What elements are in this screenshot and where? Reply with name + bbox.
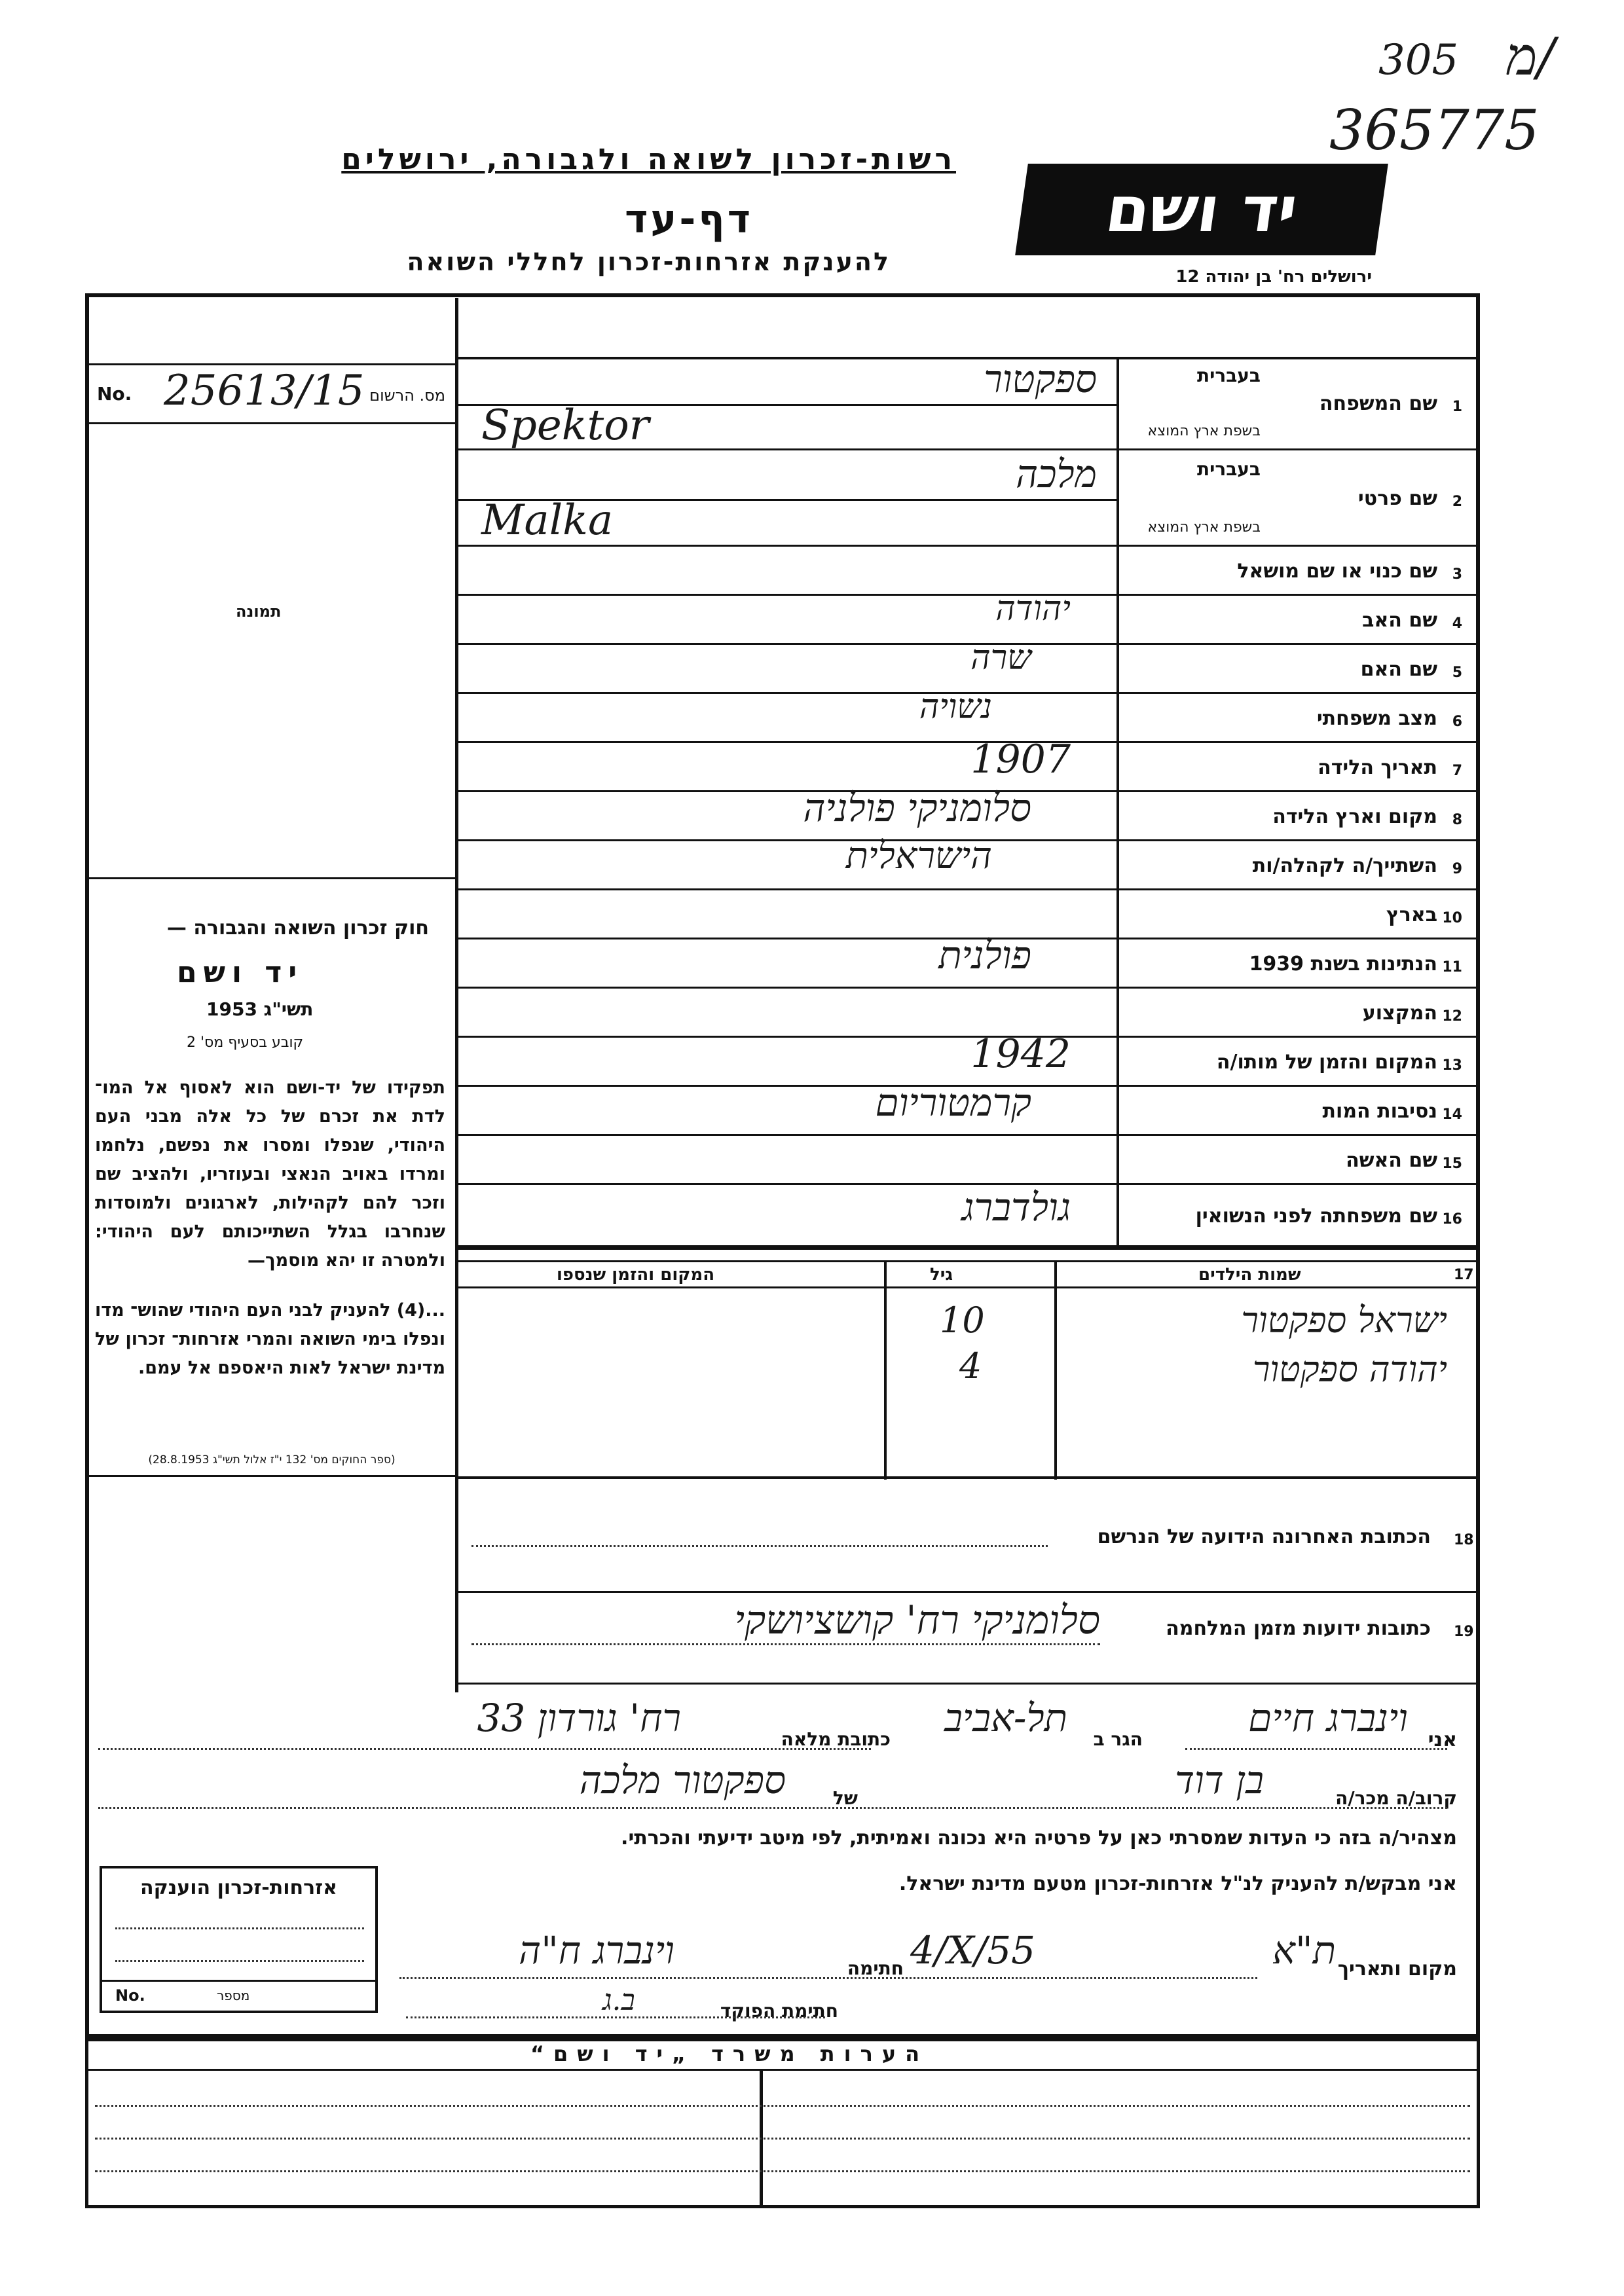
child-row-2-name: יהודה ספקטור [1252, 1349, 1447, 1390]
field-8-label: מקום וארץ הלידה [1272, 805, 1437, 828]
field-1-sub-hebrew: בעברית [1196, 365, 1261, 386]
field-7-number: 7 [1452, 762, 1462, 779]
law-clause: קובע בסעיף מס' 2 [187, 1034, 304, 1051]
law-title: חוק זכרון השואה והגבורה — [166, 917, 429, 939]
field-10-number: 10 [1442, 909, 1462, 926]
field-9-number: 9 [1452, 860, 1462, 877]
field-12-label: המקצוע [1362, 1001, 1437, 1025]
field-2-value-hebrew: מלכה [1016, 451, 1097, 496]
field-14-value: קרמטוריום [875, 1080, 1031, 1125]
statement-2: אני מבקש/ת להעניק לנ"ל אזרחות-זכרון מטעם מדינת ישראל. [898, 1872, 1457, 1895]
registration-label: מס. הרשום [369, 386, 445, 405]
field-4-value: יהודה [995, 589, 1071, 629]
field-15-label: שם האשה [1346, 1148, 1437, 1172]
field-9-value: הישראלית [845, 834, 992, 877]
field-row-9 [455, 834, 1477, 890]
officer-label: חתימת הפוקד [720, 2000, 838, 2022]
child-row-2-age: 4 [959, 1345, 982, 1387]
field-14-label: נסיבות המות [1322, 1099, 1437, 1123]
photo-label: תמונה [236, 602, 282, 621]
office-notes-title: הערות משרד „יד ושם“ [530, 2041, 929, 2066]
field-2-value-original: Malka [481, 496, 614, 545]
signature-value: וינברג ח"ה [519, 1928, 674, 1973]
form-title: דף-עד [625, 196, 753, 242]
archive-mark: מ/ [1506, 26, 1555, 87]
field-11-number: 11 [1442, 958, 1462, 975]
field-7-value: 1907 [970, 736, 1071, 782]
field-5-value: שרה [970, 638, 1031, 678]
field-13-value: 1942 [970, 1030, 1071, 1077]
field-4-label: שם האב [1362, 608, 1437, 632]
child-row-1-name: ישראל ספקטור [1241, 1300, 1447, 1341]
field-row-15 [455, 1136, 1477, 1185]
place-date-label: מקום ותאריך [1337, 1958, 1457, 1980]
field-1-value-hebrew: ספקטור [984, 356, 1097, 401]
field-row-1 [455, 357, 1477, 450]
statement-1: מצהיר/ה בזה כי העדות שמסרתי כאן על פרטיה היא נכונה ואמיתית, לפי מיטב ידיעתי והכרתי. [621, 1827, 1457, 1850]
field-9-label: השתייך/ה לקהלה/ות [1252, 854, 1437, 877]
field-13-label: המקום והזמן של מותו/ה [1216, 1050, 1437, 1074]
signature-label: חתימה [847, 1958, 904, 1979]
law-footnote: (ספר החוקים מס' 132 י"ז אלול תשי"ג 28.8.1953) [148, 1453, 396, 1467]
field-row-14 [455, 1080, 1477, 1136]
logo-text: יד ושם [1101, 173, 1302, 246]
field-16-value: גולדברג [961, 1184, 1071, 1230]
form-subtitle: להענקת אזרחות-זכרון לחללי השואה [407, 247, 891, 276]
field-2-number: 2 [1452, 493, 1462, 510]
field-16-label: שם משפחתה לפני הנשואין [1195, 1204, 1437, 1228]
field-3-label: שם כנוי או שם מושאל [1237, 559, 1437, 583]
field-11-label: הנתינות בשנת 1939 [1249, 952, 1437, 975]
citizenship-box [100, 1866, 378, 2013]
field-6-number: 6 [1452, 713, 1462, 730]
field-8-value: סלומניקי פולניה [803, 785, 1031, 830]
field-row-11 [455, 932, 1477, 989]
field-1-number: 1 [1452, 398, 1462, 415]
children-names-header: שמות הילדים [1198, 1265, 1301, 1285]
field-6-label: מצב משפחתי [1316, 706, 1437, 730]
field-15-number: 15 [1442, 1155, 1462, 1172]
law-paragraph-2: ...(4) להעניק לבני העם היהודי שהוש־ מדו ונפלו בימי השואה והמרי אזרחות־ זכרון של מדינת ישראל לאות היאספם אל עמם. [95, 1300, 445, 1378]
field-row-6 [455, 687, 1477, 743]
field-13-number: 13 [1442, 1057, 1462, 1074]
declarant-city: תל-אביב [944, 1696, 1067, 1740]
declaration-ani: אני [1428, 1728, 1457, 1751]
field-5-number: 5 [1452, 664, 1462, 681]
address-label: כתובת מלאה [781, 1728, 891, 1750]
children-age-header: גיל [930, 1265, 953, 1285]
declarant-address: רח' גורדון 33 [477, 1696, 681, 1740]
field-17-number: 17 [1454, 1267, 1474, 1283]
place-value: ת"א [1272, 1928, 1336, 1973]
officer-signature: ב.ג [602, 1984, 635, 2017]
field-4-number: 4 [1452, 615, 1462, 632]
law-paragraph-1: תפקידו של יד-ושם הוא לאסוף אל המו־ לדת את זכרם של כל אלה מבני העם היהודי, שנפלו ומסרו את נפשם, נלחמו ומרדו באויב הנאצי ובעוזריו, ולהציב שם וזכר להם לקהילות, לארגונים ולמוסדות שנחרבו בגלל השתייכותם לעם היהודי: ולמטרה זו יהא מוסמך— [95, 1078, 445, 1271]
field-16-number: 16 [1442, 1211, 1462, 1228]
citizenship-box-title: אזרחות-זכרון הוענקה [139, 1876, 338, 1899]
of-name: ספקטור מלכה [579, 1758, 786, 1802]
field-3-number: 3 [1452, 566, 1462, 583]
field-19-value: סלומניקי רח' קושציושקי [734, 1597, 1100, 1643]
field-2-label: שם פרטי [1357, 486, 1437, 510]
field-19-number: 19 [1454, 1624, 1474, 1640]
field-row-16 [455, 1185, 1477, 1247]
field-row-12 [455, 989, 1477, 1038]
yad-vashem-logo [1015, 164, 1388, 255]
authority-title: רשות-זכרון לשואה ולגבורה, ירושלים [341, 143, 956, 176]
field-18-label: הכתובת האחרונה הידועה של הנרשם [1097, 1525, 1431, 1548]
date-value: 4/X/55 [910, 1928, 1036, 1973]
archive-number-2: 365775 [1329, 98, 1540, 162]
field-row-4 [455, 589, 1477, 645]
registration-no-label: No. [97, 383, 132, 405]
field-19-label: כתובות ידועות מזמן המלחמה [1166, 1617, 1431, 1640]
law-year: תשי"ג 1953 [206, 998, 314, 1020]
field-18-number: 18 [1454, 1532, 1474, 1548]
logo-address: ירושלים רח' בן יהודה 12 [1175, 267, 1372, 287]
child-row-1-age: 10 [940, 1300, 985, 1341]
field-7-label: תאריך הלידה [1318, 756, 1437, 779]
citizenship-number-label: מספר [217, 1988, 250, 2003]
registration-number: 25613/15 [164, 367, 365, 415]
field-row-3 [455, 547, 1477, 596]
relation-value: בן דוד [1175, 1758, 1264, 1802]
resides-label: הגר ב [1093, 1728, 1143, 1750]
field-5-label: שם האם [1360, 657, 1437, 681]
declarant-name: וינברג חיים [1248, 1696, 1408, 1740]
field-1-label: שם המשפחה [1319, 392, 1437, 415]
law-name: יד ושם [177, 956, 304, 989]
field-8-number: 8 [1452, 811, 1462, 828]
of-label: של [832, 1787, 858, 1809]
field-2-sub-hebrew: בעברית [1196, 458, 1261, 480]
children-place-header: המקום והזמן שנספו [557, 1265, 715, 1285]
relative-label: קרוב/ה מכר/ה [1335, 1787, 1457, 1809]
archive-number-1: 305 [1378, 36, 1459, 84]
field-11-value: פולנית [938, 932, 1031, 977]
citizenship-no-label: No. [115, 1986, 145, 2005]
field-14-number: 14 [1442, 1106, 1462, 1123]
field-6-value: נשויה [919, 687, 992, 727]
field-2-sub-original: בשפת ארץ המוצא [1147, 519, 1261, 536]
field-1-value-original: Spektor [481, 401, 650, 450]
field-row-2 [455, 450, 1477, 547]
field-12-number: 12 [1442, 1008, 1462, 1025]
field-10-label: בארץ [1386, 903, 1437, 926]
field-1-sub-original: בשפת ארץ המוצא [1147, 423, 1261, 439]
